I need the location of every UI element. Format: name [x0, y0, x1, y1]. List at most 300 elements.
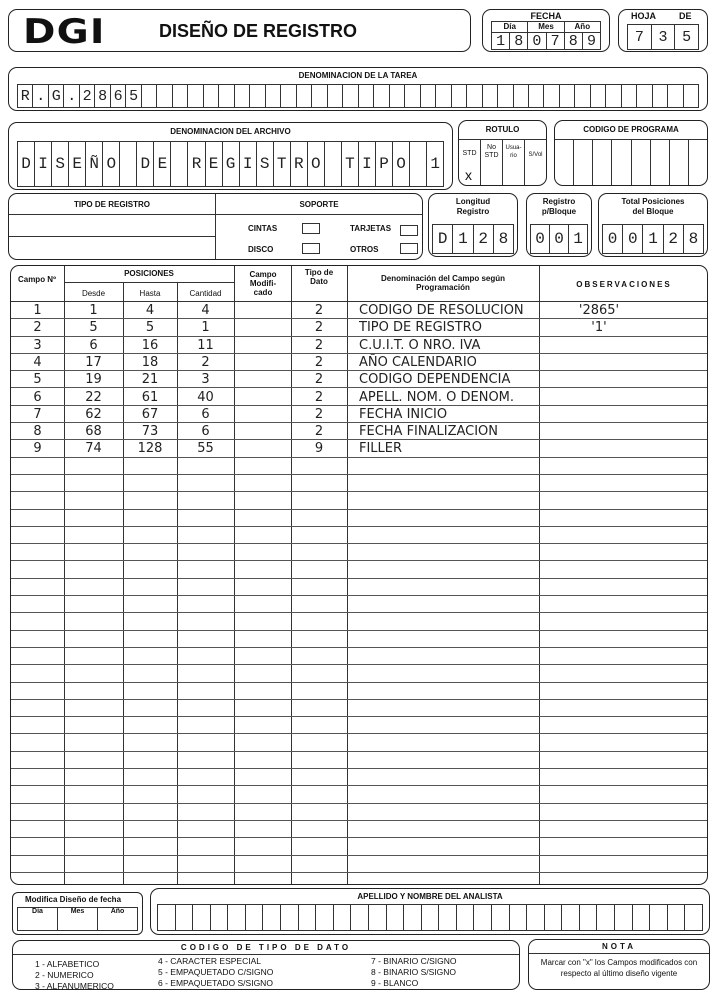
cell-campo[interactable]: 5: [33, 372, 42, 388]
codigo-item: 6 - EMPAQUETADO S/SIGNO: [158, 978, 273, 988]
tarea-char-cell[interactable]: [637, 85, 652, 107]
tarea-char-cell[interactable]: [359, 85, 374, 107]
archivo-char-cell[interactable]: S: [257, 142, 274, 186]
codigo-item: 8 - BINARIO S/SIGNO: [371, 967, 457, 977]
cell-cantidad[interactable]: 2: [201, 354, 210, 370]
table-row: [11, 648, 707, 665]
cell-hasta[interactable]: 73: [141, 424, 159, 440]
codigo-programa-cells: [555, 139, 707, 185]
rotulo-nostd-label: No STD: [481, 140, 503, 185]
header-denominacion: Denominación del Campo según Programación: [381, 274, 506, 292]
analista-cell[interactable]: [650, 905, 668, 930]
longitud-label-line2: Registro: [456, 207, 490, 216]
codigo-programa-cell[interactable]: [555, 140, 574, 185]
registro-bloque-label-line1: Registro: [542, 197, 576, 206]
cell-campo[interactable]: 7: [33, 406, 42, 422]
fecha-dia-label: Día: [492, 22, 528, 32]
table-row: [11, 631, 707, 648]
table-row: [11, 423, 707, 440]
analista-cell[interactable]: [527, 905, 545, 930]
cell-nombre[interactable]: FILLER: [359, 441, 403, 457]
cell-campo[interactable]: 2: [33, 320, 42, 336]
analista-cell[interactable]: [422, 905, 440, 930]
archivo-char-cell[interactable]: [171, 142, 188, 186]
analista-cell[interactable]: [545, 905, 563, 930]
soporte-label: SOPORTE: [299, 200, 339, 209]
cell-tipo[interactable]: 9: [314, 441, 324, 457]
analista-cell[interactable]: [334, 905, 352, 930]
tarea-char-cell[interactable]: G: [49, 85, 64, 107]
cell-campo[interactable]: 6: [33, 389, 42, 405]
total-posiciones-label-line1: Total Posiciones: [621, 197, 685, 206]
total-posiciones-label: [599, 197, 707, 217]
cell-nombre[interactable]: FECHA FINALIZACION: [359, 424, 499, 440]
cell-desde[interactable]: 19: [85, 372, 102, 388]
archivo-char-cell[interactable]: T: [342, 142, 359, 186]
cell-obs[interactable]: '1': [591, 320, 607, 336]
longitud-box: [428, 193, 518, 257]
header-campo: Campo Nº: [17, 275, 57, 284]
campos-table: [10, 265, 708, 885]
codigo-item: 2 - NUMERICO: [35, 970, 94, 980]
rotulo-std-label: STD: [462, 150, 477, 157]
cell-hasta[interactable]: 67: [141, 406, 159, 422]
tipo-registro-box: [8, 193, 423, 260]
table-row: [11, 821, 707, 838]
archivo-char-cell[interactable]: O: [308, 142, 325, 186]
cell-hasta[interactable]: 4: [145, 303, 155, 318]
analista-cell[interactable]: [176, 905, 194, 930]
analista-cell[interactable]: [299, 905, 317, 930]
table-row: [11, 596, 707, 613]
registro-bloque-cell[interactable]: 0: [531, 225, 550, 253]
longitud-cell[interactable]: 1: [453, 225, 473, 253]
cell-hasta[interactable]: 18: [141, 354, 159, 370]
cell-nombre[interactable]: C.U.I.T. O NRO. IVA: [359, 337, 481, 353]
registro-bloque-label: [527, 197, 591, 217]
archivo-box: [8, 122, 453, 190]
table-row: [11, 406, 707, 423]
cell-desde[interactable]: 6: [89, 337, 98, 353]
cell-tipo[interactable]: 2: [314, 303, 324, 318]
archivo-char-cell[interactable]: P: [376, 142, 393, 186]
analista-cell[interactable]: [685, 905, 702, 930]
header-modificado: Campo Modifi-cado: [249, 270, 277, 297]
cell-nombre[interactable]: TIPO DE REGISTRO: [359, 320, 482, 336]
analista-box: [150, 888, 710, 935]
analista-cell[interactable]: [562, 905, 580, 930]
fecha-digit[interactable]: 8: [565, 33, 583, 49]
fecha-digits: [491, 32, 601, 50]
analista-cell[interactable]: [510, 905, 528, 930]
modifica-mes[interactable]: Mes: [58, 908, 98, 930]
cell-tipo[interactable]: 2: [314, 406, 324, 422]
cell-campo[interactable]: 3: [33, 337, 42, 353]
table-row: [11, 579, 707, 596]
tarea-char-cell[interactable]: [312, 85, 327, 107]
archivo-char-cell[interactable]: 1: [430, 155, 440, 173]
cell-nombre[interactable]: CODIGO DEPENDENCIA: [359, 372, 511, 388]
cell-tipo[interactable]: 2: [314, 372, 324, 388]
table-row: [11, 838, 707, 855]
table-row: [11, 786, 707, 803]
longitud-cell[interactable]: D: [433, 225, 453, 253]
codigo-programa-cell[interactable]: [651, 140, 670, 185]
codigo-programa-cell[interactable]: [574, 140, 593, 185]
table-row: [11, 700, 707, 717]
codigo-item: 7 - BINARIO C/SIGNO: [371, 956, 457, 966]
tarea-char-cell[interactable]: [204, 85, 219, 107]
disco-checkbox[interactable]: [302, 243, 320, 254]
cell-tipo[interactable]: 2: [314, 320, 324, 336]
hoja-label: HOJA: [631, 11, 657, 21]
fecha-anio-label: Año: [574, 22, 591, 31]
tarea-char-cell[interactable]: .: [33, 85, 48, 107]
longitud-cells: [432, 224, 514, 254]
total-posiciones-cell[interactable]: 0: [623, 225, 643, 253]
cell-cantidad[interactable]: 3: [201, 372, 210, 388]
tarea-label: DENOMINACION DE LA TAREA: [298, 71, 418, 80]
cell-tipo[interactable]: 2: [314, 354, 324, 370]
cell-nombre[interactable]: APELL. NOM. O DENOM.: [359, 389, 515, 405]
table-row: [11, 389, 707, 406]
archivo-char-cell[interactable]: E: [69, 142, 86, 186]
tarea-char-cell[interactable]: [173, 85, 188, 107]
tarea-char-cell[interactable]: [622, 85, 637, 107]
tarea-char-cell[interactable]: 8: [95, 85, 110, 107]
archivo-cells: [17, 141, 444, 187]
archivo-char-cell[interactable]: E: [154, 142, 171, 186]
analista-label: APELLIDO Y NOMBRE DEL ANALISTA: [357, 892, 503, 901]
disco-label: DISCO: [248, 245, 274, 254]
page-title: DISEÑO DE REGISTRO: [159, 21, 358, 41]
archivo-char-cell[interactable]: E: [206, 142, 223, 186]
table-row: [11, 458, 707, 475]
cell-hasta[interactable]: 16: [141, 337, 159, 353]
archivo-char-cell[interactable]: I: [35, 142, 52, 186]
total-posiciones-box: [598, 193, 708, 257]
analista-cell[interactable]: [492, 905, 510, 930]
fecha-digit[interactable]: 1: [492, 33, 510, 49]
registro-bloque-cell[interactable]: 0: [550, 225, 569, 253]
tarea-box: [8, 67, 708, 111]
tarea-char-cell[interactable]: [235, 85, 250, 107]
analista-cell[interactable]: [193, 905, 211, 930]
fecha-digit[interactable]: 9: [586, 32, 596, 50]
cell-tipo[interactable]: 2: [314, 424, 324, 440]
codigo-programa-cell[interactable]: [670, 140, 689, 185]
archivo-char-cell[interactable]: O: [393, 142, 410, 186]
analista-cell[interactable]: [351, 905, 369, 930]
fecha-digit[interactable]: 0: [528, 33, 546, 49]
tarea-char-cell[interactable]: [219, 85, 234, 107]
cintas-checkbox[interactable]: [302, 223, 320, 234]
total-posiciones-cell[interactable]: 2: [664, 225, 684, 253]
table-row: [11, 371, 707, 388]
fecha-digit[interactable]: 7: [547, 33, 565, 49]
hoja-digit[interactable]: 7: [628, 25, 652, 49]
table-row: [11, 510, 707, 527]
table-row: [11, 804, 707, 821]
longitud-label: [429, 197, 517, 217]
cell-tipo[interactable]: 2: [314, 337, 324, 353]
archivo-char-cell[interactable]: I: [359, 142, 376, 186]
analista-cell[interactable]: [211, 905, 229, 930]
tarea-char-cell[interactable]: [157, 85, 172, 107]
cell-cantidad[interactable]: 11: [197, 337, 214, 353]
analista-cell[interactable]: [387, 905, 405, 930]
archivo-char-cell[interactable]: G: [223, 142, 240, 186]
codigo-item: 4 - CARACTER ESPECIAL: [158, 956, 261, 966]
archivo-char-cell[interactable]: [410, 142, 427, 186]
otros-checkbox[interactable]: [400, 243, 418, 254]
tarea-char-cell[interactable]: [266, 85, 281, 107]
analista-cell[interactable]: [228, 905, 246, 930]
tarea-char-cell[interactable]: [188, 85, 203, 107]
cell-desde[interactable]: 17: [85, 354, 102, 370]
tarea-char-cell[interactable]: [390, 85, 405, 107]
cell-cantidad[interactable]: 1: [201, 320, 210, 336]
cell-cantidad[interactable]: 40: [197, 389, 214, 405]
codigos-box: [12, 940, 520, 990]
codigo-programa-cell[interactable]: [593, 140, 612, 185]
hoja-digits: [627, 24, 699, 50]
codigo-item: 5 - EMPAQUETADO C/SIGNO: [158, 967, 274, 977]
dgi-logo: DGI: [23, 12, 106, 52]
tarea-char-cell[interactable]: [467, 85, 482, 107]
tarea-char-cell[interactable]: [328, 85, 343, 107]
fecha-label: FECHA: [530, 11, 562, 21]
tarea-char-cell[interactable]: .: [64, 85, 79, 107]
cell-nombre[interactable]: FECHA INICIO: [359, 406, 448, 422]
archivo-char-cell[interactable]: [120, 142, 137, 186]
table-row: [11, 475, 707, 492]
total-posiciones-cell[interactable]: 8: [688, 230, 699, 248]
rotulo-mark[interactable]: x: [465, 167, 472, 183]
cell-campo[interactable]: 1: [33, 303, 42, 318]
table-row: [11, 354, 707, 371]
fecha-box: [482, 9, 610, 52]
analista-cell[interactable]: [668, 905, 686, 930]
analista-cell[interactable]: [369, 905, 387, 930]
header-desde: Desde: [81, 289, 106, 298]
tarea-char-cell[interactable]: [374, 85, 389, 107]
archivo-char-cell[interactable]: T: [274, 142, 291, 186]
modifica-box: [12, 892, 143, 935]
hoja-digit[interactable]: 5: [682, 28, 692, 46]
cintas-label: CINTAS: [248, 224, 278, 233]
cell-hasta[interactable]: 21: [141, 372, 159, 388]
hoja-box: [618, 9, 708, 52]
nota-text: Marcar con "x" los Campos modificados con respecto al último diseño vigente: [540, 958, 698, 978]
table-row: [11, 302, 707, 319]
analista-cell[interactable]: [158, 905, 176, 930]
tarea-char-cell[interactable]: [421, 85, 436, 107]
table-row: [11, 337, 707, 354]
registro-bloque-cell[interactable]: 1: [573, 230, 583, 248]
header-tipo: Tipo de Dato: [304, 268, 334, 286]
total-posiciones-cells: [602, 224, 704, 254]
cell-cantidad[interactable]: 55: [197, 441, 214, 457]
total-posiciones-cell[interactable]: 1: [643, 225, 663, 253]
cell-cantidad[interactable]: 6: [201, 424, 210, 440]
cell-campo[interactable]: 9: [33, 441, 42, 457]
table-row: [11, 492, 707, 509]
cell-campo[interactable]: 4: [33, 354, 42, 370]
header-hasta: Hasta: [139, 289, 161, 298]
codigo-programa-cell[interactable]: [632, 140, 651, 185]
cell-desde[interactable]: 74: [85, 441, 102, 457]
analista-cell[interactable]: [633, 905, 651, 930]
de-label: DE: [679, 11, 692, 21]
cell-desde[interactable]: 1: [89, 303, 98, 318]
cell-hasta[interactable]: 61: [141, 389, 159, 405]
nota-label: NOTA: [601, 942, 637, 951]
hoja-digit[interactable]: 3: [652, 25, 676, 49]
codigo-item: 9 - BLANCO: [371, 978, 419, 988]
registro-bloque-cells: [530, 224, 588, 254]
codigo-item: 1 - ALFABETICO: [35, 959, 100, 969]
longitud-label-line1: Longitud: [455, 197, 491, 206]
cell-hasta[interactable]: 5: [145, 320, 155, 336]
tarea-char-cell[interactable]: 2: [80, 85, 95, 107]
cell-hasta[interactable]: 128: [137, 441, 163, 457]
cell-campo[interactable]: 8: [33, 424, 42, 440]
archivo-char-cell[interactable]: R: [291, 142, 308, 186]
archivo-label: DENOMINACION DEL ARCHIVO: [170, 127, 291, 136]
cell-desde[interactable]: 22: [85, 389, 102, 405]
archivo-char-cell[interactable]: D: [18, 142, 35, 186]
tarea-char-cell[interactable]: R: [18, 85, 33, 107]
longitud-cell[interactable]: 2: [474, 225, 494, 253]
archivo-char-cell[interactable]: I: [240, 142, 257, 186]
tarea-char-cell[interactable]: [684, 85, 698, 107]
archivo-char-cell[interactable]: Ñ: [86, 142, 103, 186]
registro-bloque-label-line2: p/Bloque: [541, 207, 577, 216]
tarea-char-cell[interactable]: [653, 85, 668, 107]
archivo-char-cell[interactable]: S: [52, 142, 69, 186]
tarea-char-cell[interactable]: [544, 85, 559, 107]
table-row: [11, 856, 707, 873]
cell-desde[interactable]: 5: [89, 320, 98, 336]
table-row: [11, 665, 707, 682]
tarjetas-checkbox[interactable]: [400, 225, 418, 236]
tarea-char-cell[interactable]: [560, 85, 575, 107]
tarea-char-cell[interactable]: [452, 85, 467, 107]
modifica-dia[interactable]: Día: [18, 908, 58, 930]
tarea-char-cell[interactable]: [250, 85, 265, 107]
tarea-char-cell[interactable]: [436, 85, 451, 107]
cell-tipo[interactable]: 2: [314, 389, 324, 405]
analista-cell[interactable]: [246, 905, 264, 930]
archivo-char-cell[interactable]: R: [188, 142, 205, 186]
total-posiciones-cell[interactable]: 0: [603, 225, 623, 253]
codigo-programa-cell[interactable]: [689, 140, 707, 185]
rotulo-svol-label: S/Vol: [528, 152, 543, 158]
analista-cell[interactable]: [457, 905, 475, 930]
table-row: [11, 613, 707, 630]
modifica-label: Modifica Diseño de fecha: [25, 895, 122, 904]
codigo-programa-box: [554, 120, 708, 186]
tarea-char-cell[interactable]: [591, 85, 606, 107]
tarea-char-cell[interactable]: [668, 85, 683, 107]
tarea-char-cell[interactable]: [343, 85, 358, 107]
fecha-mes-label: Mes: [528, 22, 564, 32]
tarea-char-cell[interactable]: [405, 85, 420, 107]
tarjetas-label: TARJETAS: [350, 224, 392, 233]
analista-cell[interactable]: [404, 905, 422, 930]
cell-nombre[interactable]: AÑO CALENDARIO: [359, 354, 477, 370]
analista-cell[interactable]: [263, 905, 281, 930]
analista-cell[interactable]: [474, 905, 492, 930]
analista-cells: [157, 904, 703, 931]
tarea-char-cell[interactable]: [297, 85, 312, 107]
codigos-label: CODIGO DE TIPO DE DATO: [180, 943, 352, 952]
table-row: [11, 683, 707, 700]
tarea-char-cell[interactable]: 6: [111, 85, 126, 107]
codigo-programa-cell[interactable]: [612, 140, 631, 185]
tipo-registro-label: TIPO DE REGISTRO: [73, 200, 150, 209]
tarea-char-cell[interactable]: 5: [126, 85, 141, 107]
cell-cantidad[interactable]: 4: [201, 303, 210, 318]
rotulo-usuario-label: Usua-rio: [503, 140, 525, 185]
tarea-char-cell[interactable]: [498, 85, 513, 107]
cell-obs[interactable]: '2865': [578, 303, 620, 318]
table-row: [11, 527, 707, 544]
tarea-cells: [17, 84, 699, 108]
table-row: [11, 717, 707, 734]
codigo-item: 3 - ALFANUMERICO: [35, 981, 114, 991]
table-row: [11, 319, 707, 336]
rotulo-label: ROTULO: [485, 125, 520, 134]
tarea-char-cell[interactable]: [281, 85, 296, 107]
header-observaciones: OBSERVACIONES: [576, 280, 672, 289]
fecha-digit[interactable]: 8: [510, 33, 528, 49]
tarea-char-cell[interactable]: [606, 85, 621, 107]
analista-cell[interactable]: [615, 905, 633, 930]
table-row: [11, 562, 707, 579]
table-row: [11, 735, 707, 752]
tarea-char-cell[interactable]: [142, 85, 157, 107]
analista-cell[interactable]: [281, 905, 299, 930]
analista-cell[interactable]: [439, 905, 457, 930]
cell-desde[interactable]: 68: [85, 424, 102, 440]
table-row: [11, 440, 707, 457]
table-row: [11, 544, 707, 561]
archivo-char-cell[interactable]: O: [103, 142, 120, 186]
table-row: [11, 752, 707, 769]
header-posiciones: POSICIONES: [124, 269, 174, 278]
analista-cell[interactable]: [597, 905, 615, 930]
cell-cantidad[interactable]: 6: [201, 406, 210, 422]
longitud-cell[interactable]: 8: [498, 230, 509, 248]
archivo-char-cell[interactable]: D: [137, 142, 154, 186]
nota-box: [528, 939, 710, 990]
tarea-char-cell[interactable]: [575, 85, 590, 107]
analista-cell[interactable]: [580, 905, 598, 930]
tarea-char-cell[interactable]: [483, 85, 498, 107]
header-title-box: [8, 9, 471, 52]
modifica-anio[interactable]: Año: [110, 908, 125, 915]
analista-cell[interactable]: [316, 905, 334, 930]
cell-desde[interactable]: 62: [85, 406, 102, 422]
archivo-char-cell[interactable]: [325, 142, 342, 186]
codigo-programa-label: CODIGO DE PROGRAMA: [583, 125, 679, 134]
total-posiciones-label-line2: del Bloque: [632, 207, 674, 216]
tarea-char-cell[interactable]: [529, 85, 544, 107]
cell-nombre[interactable]: CODIGO DE RESOLUCION: [359, 303, 524, 318]
tarea-char-cell[interactable]: [514, 85, 529, 107]
